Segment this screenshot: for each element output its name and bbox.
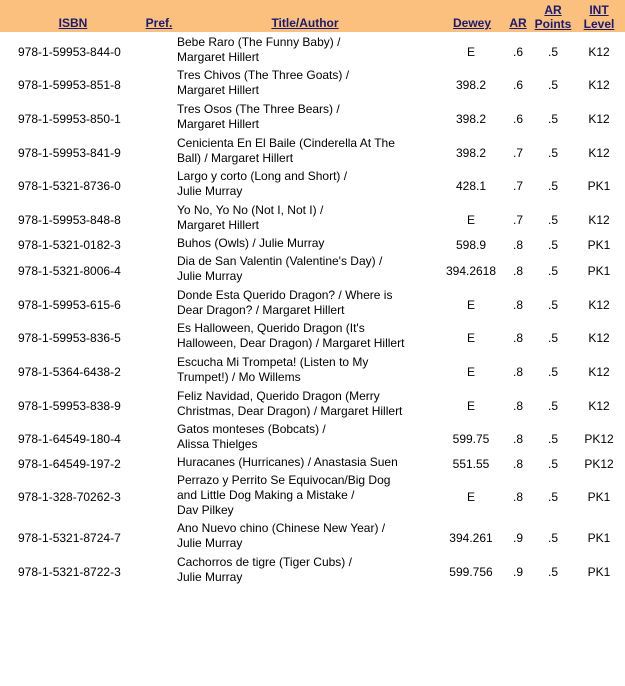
title-author-line: Yo No, Yo No (Not I, Not I) /	[177, 203, 324, 217]
isbn-cell: 978-1-64549-180-4	[18, 432, 121, 446]
ar-level-cell: .8	[512, 264, 523, 278]
dewey-cell: 398.2	[455, 146, 487, 160]
isbn-cell: 978-1-59953-844-0	[18, 45, 121, 59]
ar-points-cell: .5	[547, 365, 558, 379]
dewey-cell: E	[466, 213, 475, 227]
isbn-cell: 978-1-59953-848-8	[18, 213, 121, 227]
table-row	[0, 136, 625, 170]
title-author-line: Bebe Raro (The Funny Baby) /	[177, 35, 341, 49]
column-header-int-level-line2: Level	[583, 17, 615, 31]
int-level-cell: PK1	[587, 490, 611, 504]
dewey-cell: 599.75	[452, 432, 490, 446]
title-author-cell	[177, 68, 437, 98]
table-row	[0, 321, 625, 355]
column-header-title-author: Title/Author	[271, 16, 339, 30]
title-author-line: Trumpet!) / Mo Willems	[177, 370, 301, 384]
ar-level-cell: .8	[512, 399, 523, 413]
int-level-cell: K12	[588, 45, 610, 59]
title-author-line: and Little Dog Making a Mistake /	[177, 488, 355, 502]
int-level-cell: K12	[588, 399, 610, 413]
title-author-line: Julie Murray	[177, 570, 243, 584]
column-header-ar-points	[532, 3, 574, 31]
int-level-cell: K12	[588, 146, 610, 160]
title-author-cell	[177, 288, 437, 318]
ar-points-cell: .5	[547, 213, 558, 227]
title-author-line: Alissa Thielges	[177, 437, 258, 451]
isbn-cell: 978-1-5321-0182-3	[18, 238, 121, 252]
ar-points-cell: .5	[547, 45, 558, 59]
int-level-cell: PK1	[587, 179, 611, 193]
title-author-line: Julie Murray	[177, 269, 243, 283]
title-author-cell	[177, 555, 437, 585]
table-row	[0, 169, 625, 203]
isbn-cell: 978-1-59953-850-1	[18, 112, 121, 126]
isbn-cell: 978-1-59953-836-5	[18, 331, 121, 345]
title-author-cell	[177, 236, 437, 251]
title-author-line: Buhos (Owls) / Julie Murray	[177, 236, 325, 250]
int-level-cell: PK1	[587, 238, 611, 252]
dewey-cell: 428.1	[455, 179, 487, 193]
title-author-line: Escucha Mi Trompeta! (Listen to My	[177, 355, 369, 369]
table-row	[0, 288, 625, 322]
isbn-cell: 978-1-5321-8724-7	[18, 531, 121, 545]
title-author-line: Ball) / Margaret Hillert	[177, 151, 294, 165]
ar-points-cell: .5	[547, 399, 558, 413]
ar-level-cell: .8	[512, 331, 523, 345]
table-row	[0, 102, 625, 136]
table-row	[0, 355, 625, 389]
column-header-ar: AR	[509, 16, 527, 30]
column-header-int-level-line1: INT	[589, 3, 609, 17]
int-level-cell: K12	[588, 365, 610, 379]
title-author-cell	[177, 102, 437, 132]
int-level-cell: K12	[588, 298, 610, 312]
isbn-cell: 978-1-59953-851-8	[18, 78, 121, 92]
isbn-cell: 978-1-5321-8722-3	[18, 565, 121, 579]
ar-level-cell: .6	[512, 78, 523, 92]
ar-points-cell: .5	[547, 238, 558, 252]
dewey-cell: E	[466, 490, 475, 504]
title-author-line: Halloween, Dear Dragon) / Margaret Hillert	[177, 336, 405, 350]
ar-points-cell: .5	[547, 179, 558, 193]
table-row	[0, 68, 625, 102]
ar-level-cell: .8	[512, 432, 523, 446]
ar-level-cell: .6	[512, 45, 523, 59]
title-author-line: Perrazo y Perrito Se Equivocan/Big Dog	[177, 473, 391, 487]
title-author-cell	[177, 203, 437, 233]
column-header-ar-points-line1: AR	[544, 3, 562, 17]
isbn-cell: 978-1-59953-838-9	[18, 399, 121, 413]
dewey-cell: 398.2	[455, 112, 487, 126]
ar-points-cell: .5	[547, 112, 558, 126]
int-level-cell: PK1	[587, 531, 611, 545]
ar-level-cell: .8	[512, 457, 523, 471]
table-row	[0, 422, 625, 456]
dewey-cell: 598.9	[455, 238, 487, 252]
dewey-cell: E	[466, 45, 475, 59]
title-author-line: Ano Nuevo chino (Chinese New Year) /	[177, 521, 386, 535]
title-author-line: Margaret Hillert	[177, 117, 260, 131]
dewey-cell: 394.261	[449, 531, 493, 545]
int-level-cell: PK12	[584, 432, 614, 446]
ar-points-cell: .5	[547, 490, 558, 504]
dewey-cell: 599.756	[449, 565, 493, 579]
ar-points-cell: .5	[547, 264, 558, 278]
title-author-cell	[177, 321, 437, 351]
table-row	[0, 455, 625, 473]
ar-points-cell: .5	[547, 331, 558, 345]
title-author-line: Margaret Hillert	[177, 50, 260, 64]
title-author-cell	[177, 169, 437, 199]
table-row	[0, 521, 625, 555]
title-author-line: Margaret Hillert	[177, 83, 260, 97]
title-author-line: Huracanes (Hurricanes) / Anastasia Suen	[177, 455, 398, 469]
title-author-cell	[177, 254, 437, 284]
title-author-line: Margaret Hillert	[177, 218, 260, 232]
table-row	[0, 254, 625, 288]
title-author-cell	[177, 521, 437, 551]
ar-points-cell: .5	[547, 531, 558, 545]
int-level-cell: PK1	[587, 264, 611, 278]
dewey-cell: 394.2618	[445, 264, 497, 278]
table-row	[0, 389, 625, 423]
title-author-line: Feliz Navidad, Querido Dragon (Merry	[177, 389, 380, 403]
isbn-cell: 978-1-59953-615-6	[18, 298, 121, 312]
int-level-cell: K12	[588, 78, 610, 92]
column-header-dewey: Dewey	[452, 16, 492, 30]
title-author-line: Dia de San Valentin (Valentine's Day) /	[177, 254, 383, 268]
ar-points-cell: .5	[547, 565, 558, 579]
title-author-line: Largo y corto (Long and Short) /	[177, 169, 348, 183]
table-row	[0, 203, 625, 237]
title-author-cell	[177, 389, 437, 419]
title-author-line: Tres Osos (The Three Bears) /	[177, 102, 340, 116]
column-header-ar-points-line2: Points	[534, 17, 572, 31]
ar-level-cell: .6	[512, 112, 523, 126]
column-header-pref: Pref.	[145, 16, 173, 30]
title-author-line: Gatos monteses (Bobcats) /	[177, 422, 326, 436]
title-author-line: Julie Murray	[177, 184, 243, 198]
dewey-cell: E	[466, 331, 475, 345]
title-author-cell	[177, 35, 437, 65]
isbn-cell: 978-1-328-70262-3	[18, 490, 121, 504]
ar-level-cell: .9	[512, 531, 523, 545]
isbn-cell: 978-1-5321-8006-4	[18, 264, 121, 278]
ar-level-cell: .7	[512, 146, 523, 160]
ar-level-cell: .7	[512, 213, 523, 227]
title-author-cell	[177, 473, 437, 518]
isbn-cell: 978-1-64549-197-2	[18, 457, 121, 471]
title-author-line: Cenicienta En El Baile (Cinderella At The	[177, 136, 395, 150]
table-row	[0, 555, 625, 589]
ar-points-cell: .5	[547, 298, 558, 312]
ar-points-cell: .5	[547, 457, 558, 471]
isbn-cell: 978-1-5364-6438-2	[18, 365, 121, 379]
title-author-cell	[177, 455, 437, 470]
ar-points-cell: .5	[547, 432, 558, 446]
ar-level-cell: .8	[512, 298, 523, 312]
int-level-cell: K12	[588, 331, 610, 345]
ar-points-cell: .5	[547, 78, 558, 92]
column-header-int-level	[580, 3, 618, 31]
title-author-line: Dav Pilkey	[177, 503, 234, 517]
title-author-line: Tres Chivos (The Three Goats) /	[177, 68, 350, 82]
dewey-cell: E	[466, 365, 475, 379]
int-level-cell: K12	[588, 213, 610, 227]
ar-level-cell: .8	[512, 238, 523, 252]
isbn-cell: 978-1-59953-841-9	[18, 146, 121, 160]
title-author-cell	[177, 136, 437, 166]
dewey-cell: E	[466, 399, 475, 413]
ar-points-cell: .5	[547, 146, 558, 160]
int-level-cell: PK12	[584, 457, 614, 471]
title-author-cell	[177, 422, 437, 452]
title-author-line: Donde Esta Querido Dragon? / Where is	[177, 288, 393, 302]
ar-level-cell: .8	[512, 490, 523, 504]
column-header-isbn: ISBN	[58, 16, 88, 30]
dewey-cell: 551.55	[452, 457, 490, 471]
title-author-line: Julie Murray	[177, 536, 243, 550]
title-author-cell	[177, 355, 437, 385]
dewey-cell: E	[466, 298, 475, 312]
int-level-cell: K12	[588, 112, 610, 126]
table-row	[0, 35, 625, 69]
ar-level-cell: .7	[512, 179, 523, 193]
table-row	[0, 236, 625, 254]
dewey-cell: 398.2	[455, 78, 487, 92]
ar-level-cell: .9	[512, 565, 523, 579]
title-author-line: Dear Dragon? / Margaret Hillert	[177, 303, 345, 317]
title-author-line: Christmas, Dear Dragon) / Margaret Hillert	[177, 404, 403, 418]
title-author-line: Cachorros de tigre (Tiger Cubs) /	[177, 555, 352, 569]
title-author-line: Es Halloween, Querido Dragon (It's	[177, 321, 365, 335]
int-level-cell: PK1	[587, 565, 611, 579]
isbn-cell: 978-1-5321-8736-0	[18, 179, 121, 193]
ar-level-cell: .8	[512, 365, 523, 379]
table-row	[0, 473, 625, 521]
